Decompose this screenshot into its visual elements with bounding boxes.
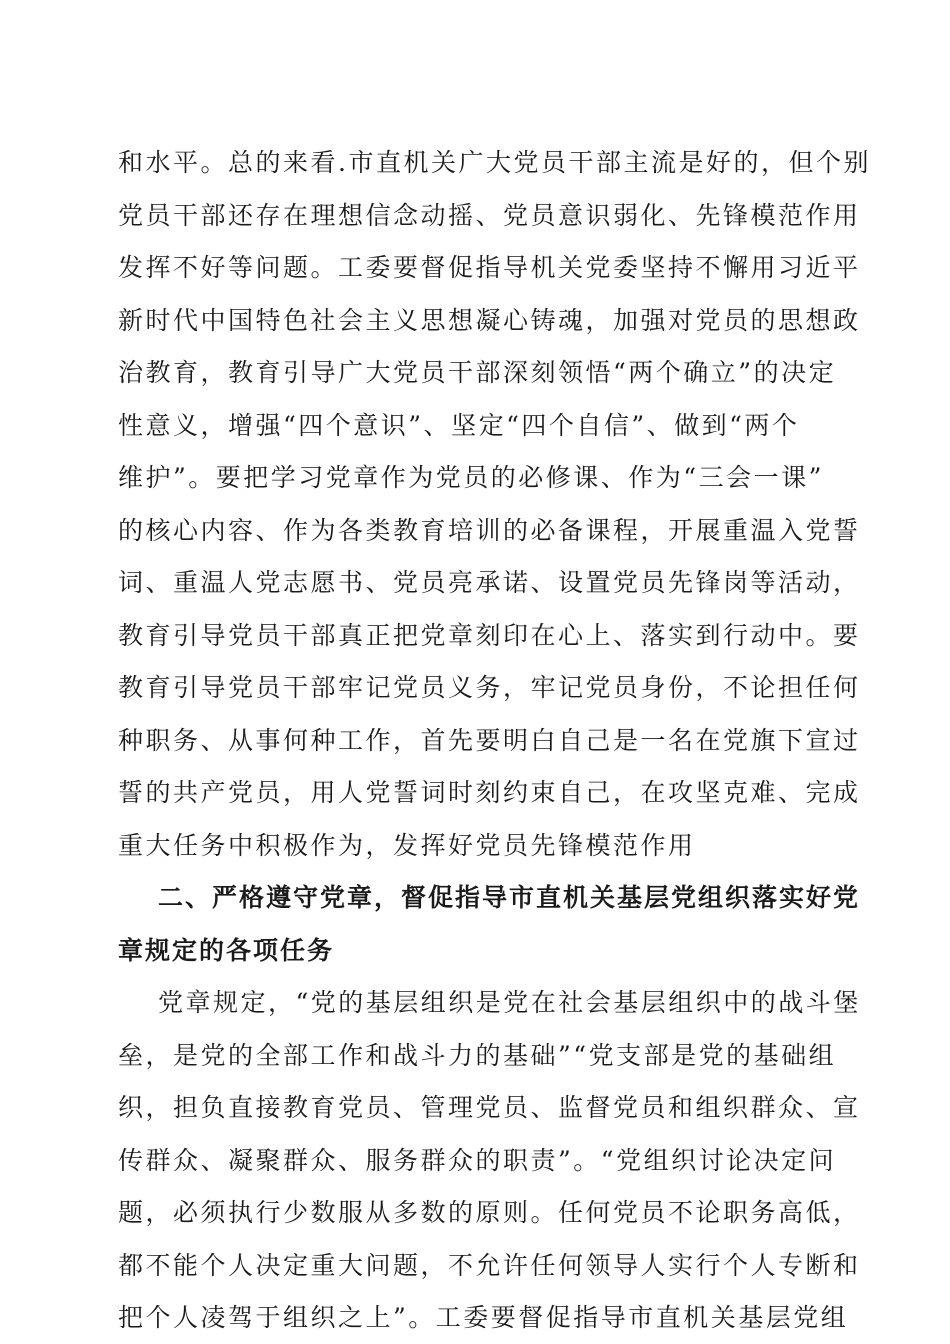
paragraph-line: 重大任务中积极作为，发挥好党员先锋模范作用 <box>118 830 696 860</box>
paragraph-line: 发挥不好等问题。工委要督促指导机关党委坚持不懈用习近平 <box>118 253 861 282</box>
paragraph-line: 题，必须执行少数服从多数的原则。任何党员不论职务高低， <box>118 1198 861 1227</box>
paragraph-line: 的核心内容、作为各类教育培训的必备课程，开展重温入党誓 <box>118 515 861 545</box>
paragraph-line: 维护”。要把学习党章作为党员的必修课、作为“三会一课” <box>118 463 824 492</box>
paragraph-line: 和水平。总的来看.市直机关广大党员干部主流是好的，但个别 <box>118 148 871 177</box>
paragraph-line: 都不能个人决定重大问题，不允许任何领导人实行个人专断和 <box>118 1250 861 1280</box>
paragraph-line: 种职务、从事何种工作，首先要明白自己是一名在党旗下宣过 <box>118 725 861 755</box>
paragraph-line: 词、重温人党志愿书、党员亮承诺、设置党员先锋岗等活动， <box>118 568 861 597</box>
paragraph-line: 把个人凌驾于组织之上”。工委要督促指导市直机关基层党组 <box>118 1303 849 1332</box>
paragraph-line: 党章规定，“党的基层组织是党在社会基层组织中的战斗堡 <box>158 988 861 1017</box>
paragraph-line: 教育引导党员干部牢记党员义务，牢记党员身份，不论担任何 <box>118 673 861 702</box>
paragraph-line: 教育引导党员干部真正把党章刻印在心上、落实到行动中。要 <box>118 620 861 650</box>
paragraph-line: 治教育，教育引导广大党员干部深刻领悟“两个确立”的决定 <box>118 358 837 387</box>
paragraph-line: 性意义，增强“四个意识”、坚定“四个自信”、做到“两个 <box>118 410 800 440</box>
paragraph-line: 垒，是党的全部工作和战斗力的基础”“党支部是党的基础组 <box>118 1040 837 1070</box>
section-heading-line: 章规定的各项任务 <box>118 935 335 965</box>
paragraph-line: 新时代中国特色社会主义思想凝心铸魂，加强对党员的思想政 <box>118 305 861 335</box>
paragraph-line: 党员干部还存在理想信念动摇、党员意识弱化、先锋模范作用 <box>118 200 861 230</box>
paragraph-line: 传群众、凝聚群众、服务群众的职责”。“党组织讨论决定问 <box>118 1145 837 1175</box>
section-heading-line: 二、严格遵守党章，督促指导市直机关基层党组织落实好党 <box>158 883 861 912</box>
paragraph-line: 织，担负直接教育党员、管理党员、监督党员和组织群众、宣 <box>118 1093 861 1122</box>
paragraph-line: 誓的共产党员，用人党誓词时刻约束自己，在攻坚克难、完成 <box>118 778 861 807</box>
